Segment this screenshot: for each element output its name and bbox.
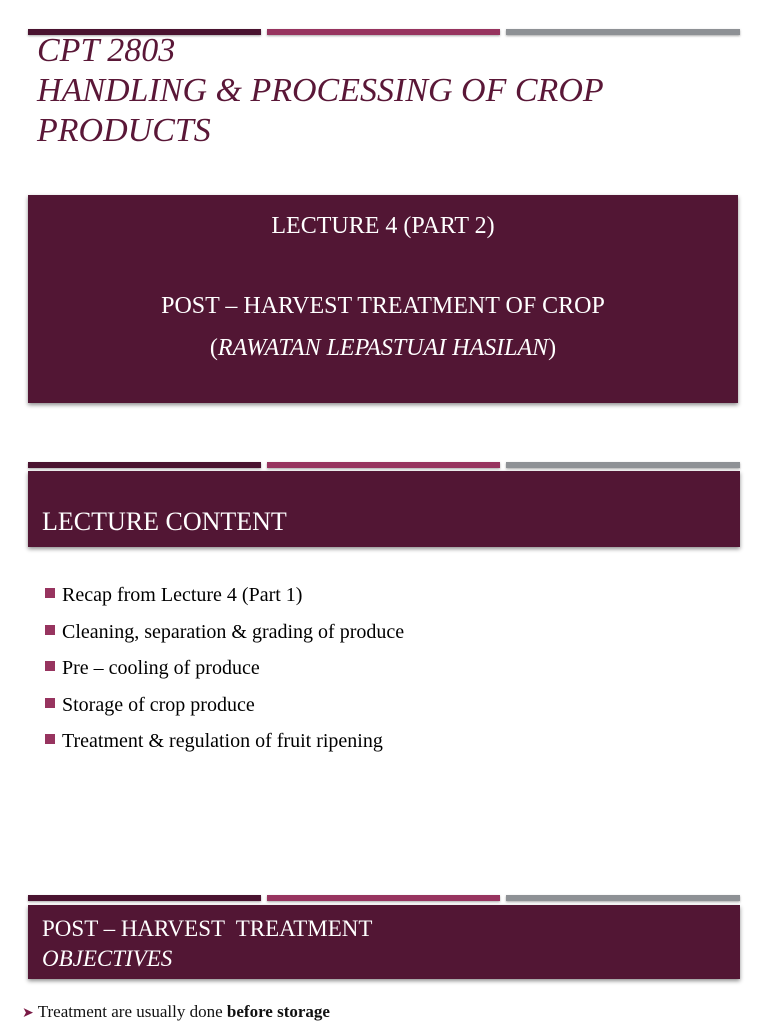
square-bullet-icon xyxy=(45,625,55,635)
lecture-content-header xyxy=(28,471,740,547)
list-item-text: Cleaning, separation & grading of produce xyxy=(62,620,405,643)
lecture-content-title: LECTURE CONTENT xyxy=(42,507,287,536)
slide2-stripe-dark xyxy=(28,462,261,468)
list-item xyxy=(44,582,404,619)
lecture-number: LECTURE 4 (PART 2) xyxy=(271,213,495,239)
course-title xyxy=(37,31,737,151)
square-bullet-icon xyxy=(45,661,55,671)
square-bullet-icon xyxy=(45,588,55,598)
course-title-line-1: CPT 2803 xyxy=(37,32,176,69)
slide3-stripe-dark xyxy=(28,895,261,901)
course-title-line-2: HANDLING & PROCESSING OF CROP xyxy=(37,72,604,109)
list-item-text: Pre – cooling of produce xyxy=(62,657,260,679)
slide2-stripe-magenta xyxy=(267,462,500,468)
lecture-heading: POST – HARVEST TREATMENT OF CROP xyxy=(161,293,605,319)
subtitle-malay: RAWATAN LEPASTUAI HASILAN xyxy=(217,335,549,361)
slide2-stripe-gray xyxy=(506,462,740,468)
treatment-objectives-header xyxy=(28,905,740,979)
course-title-line-3: PRODUCTS xyxy=(37,112,211,149)
list-item-text: Recap from Lecture 4 (Part 1) xyxy=(62,584,303,606)
list-item-text: Storage of crop produce xyxy=(62,693,255,716)
square-bullet-icon xyxy=(45,698,55,708)
lecture-info-panel xyxy=(28,195,738,403)
slide3-stripe-gray xyxy=(506,895,740,901)
note-bold-text: before storage xyxy=(226,1002,330,1021)
treatment-title: POST – HARVEST TREATMENT xyxy=(42,916,373,941)
slide3-stripe-magenta xyxy=(267,895,500,901)
lecture-subtitle xyxy=(28,333,738,363)
list-item-text: Treatment & regulation of fruit ripening xyxy=(62,730,383,752)
subtitle-close-paren: ) xyxy=(548,335,557,361)
list-item xyxy=(44,655,404,692)
square-bullet-icon xyxy=(45,734,55,744)
arrow-bullet-icon: ➤ xyxy=(22,1005,34,1021)
note-text: Treatment are usually done xyxy=(37,1002,227,1021)
treatment-note xyxy=(22,1001,330,1024)
list-item xyxy=(44,728,404,765)
lecture-content-list xyxy=(44,582,404,765)
list-item xyxy=(44,619,404,656)
objectives-subtitle: OBJECTIVES xyxy=(42,946,173,971)
list-item xyxy=(44,692,404,729)
subtitle-open-paren: ( xyxy=(209,335,218,361)
